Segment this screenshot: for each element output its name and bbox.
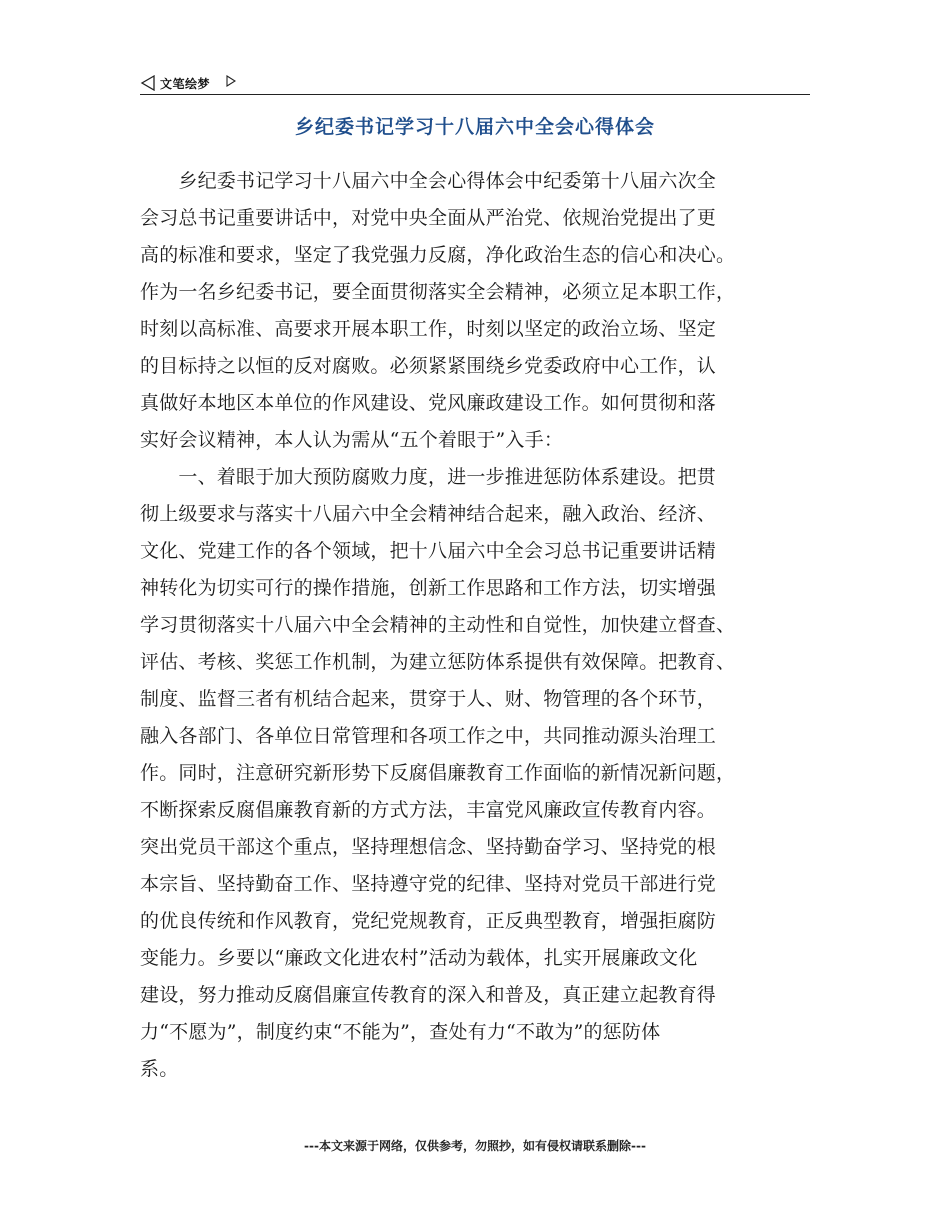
body-line: 制度、监督三者有机结合起来，贯穿于人、财、物管理的各个环节， [140, 688, 717, 710]
body-line: 本宗旨、坚持勤奋工作、坚持遵守党的纪律、坚持对党员干部进行党 [140, 873, 717, 895]
body-line: 高的标准和要求，坚定了我党强力反腐，净化政治生态的信心和决心。 [140, 244, 736, 266]
body-line: 会习总书记重要讲话中，对党中央全面从严治党、依规治党提出了更 [140, 207, 717, 229]
document-body [140, 163, 810, 1088]
body-line: 突出党员干部这个重点，坚持理想信念、坚持勤奋学习、坚持党的根 [140, 836, 717, 858]
body-line: 真做好本地区本单位的作风建设、党风廉政建设工作。如何贯彻和落 [140, 392, 717, 414]
body-line: 不断探索反腐倡廉教育新的方式方法，丰富党风廉政宣传教育内容。 [140, 799, 717, 821]
body-line: 神转化为切实可行的操作措施，创新工作思路和工作方法，切实增强 [140, 577, 717, 599]
body-line: 学习贯彻落实十八届六中全会精神的主动性和自觉性，加快建立督查、 [140, 614, 736, 636]
footer-disclaimer: ---本文来源于网络，仅供参考，勿照抄，如有侵权请联系删除--- [304, 1139, 646, 1153]
body-line: 文化、党建工作的各个领域，把十八届六中全会习总书记重要讲话精 [140, 540, 717, 562]
body-line: 力“不愿为”，制度约束“不能为”，查处有力“不敢为”的惩防体 [140, 1021, 661, 1043]
document-title: 乡纪委书记学习十八届六中全会心得体会 [294, 116, 655, 138]
body-line: 作。同时，注意研究新形势下反腐倡廉教育工作面临的新情况新问题， [140, 762, 736, 784]
body-line: 乡纪委书记学习十八届六中全会心得体会中纪委第十八届六次全 [140, 170, 717, 192]
body-line: 一、着眼于加大预防腐败力度，进一步推进惩防体系建设。把贯 [140, 466, 717, 488]
body-line: 评估、考核、奖惩工作机制，为建立惩防体系提供有效保障。把教育、 [140, 651, 736, 673]
triangle-right-icon [226, 75, 236, 87]
body-line: 作为一名乡纪委书记，要全面贯彻落实全会精神，必须立足本职工作， [140, 281, 736, 303]
body-line: 融入各部门、各单位日常管理和各项工作之中，共同推动源头治理工 [140, 725, 717, 747]
triangle-left-icon [140, 75, 156, 91]
body-line: 系。 [140, 1058, 179, 1080]
body-line: 的目标持之以恒的反对腐败。必须紧紧围绕乡党委政府中心工作，认 [140, 355, 717, 377]
body-line: 变能力。乡要以“廉政文化进农村”活动为载体，扎实开展廉政文化 [140, 947, 698, 969]
header-brand: 文笔绘梦 [160, 77, 211, 91]
body-line: 时刻以高标准、高要求开展本职工作，时刻以坚定的政治立场、坚定 [140, 318, 717, 340]
page-header [140, 72, 810, 95]
body-line: 实好会议精神，本人认为需从“五个着眼于”入手： [140, 429, 564, 451]
body-line: 建设，努力推动反腐倡廉宣传教育的深入和普及，真正建立起教育得 [140, 984, 717, 1006]
body-line: 的优良传统和作风教育，党纪党规教育，正反典型教育，增强拒腐防 [140, 910, 717, 932]
body-line: 彻上级要求与落实十八届六中全会精神结合起来，融入政治、经济、 [140, 503, 717, 525]
